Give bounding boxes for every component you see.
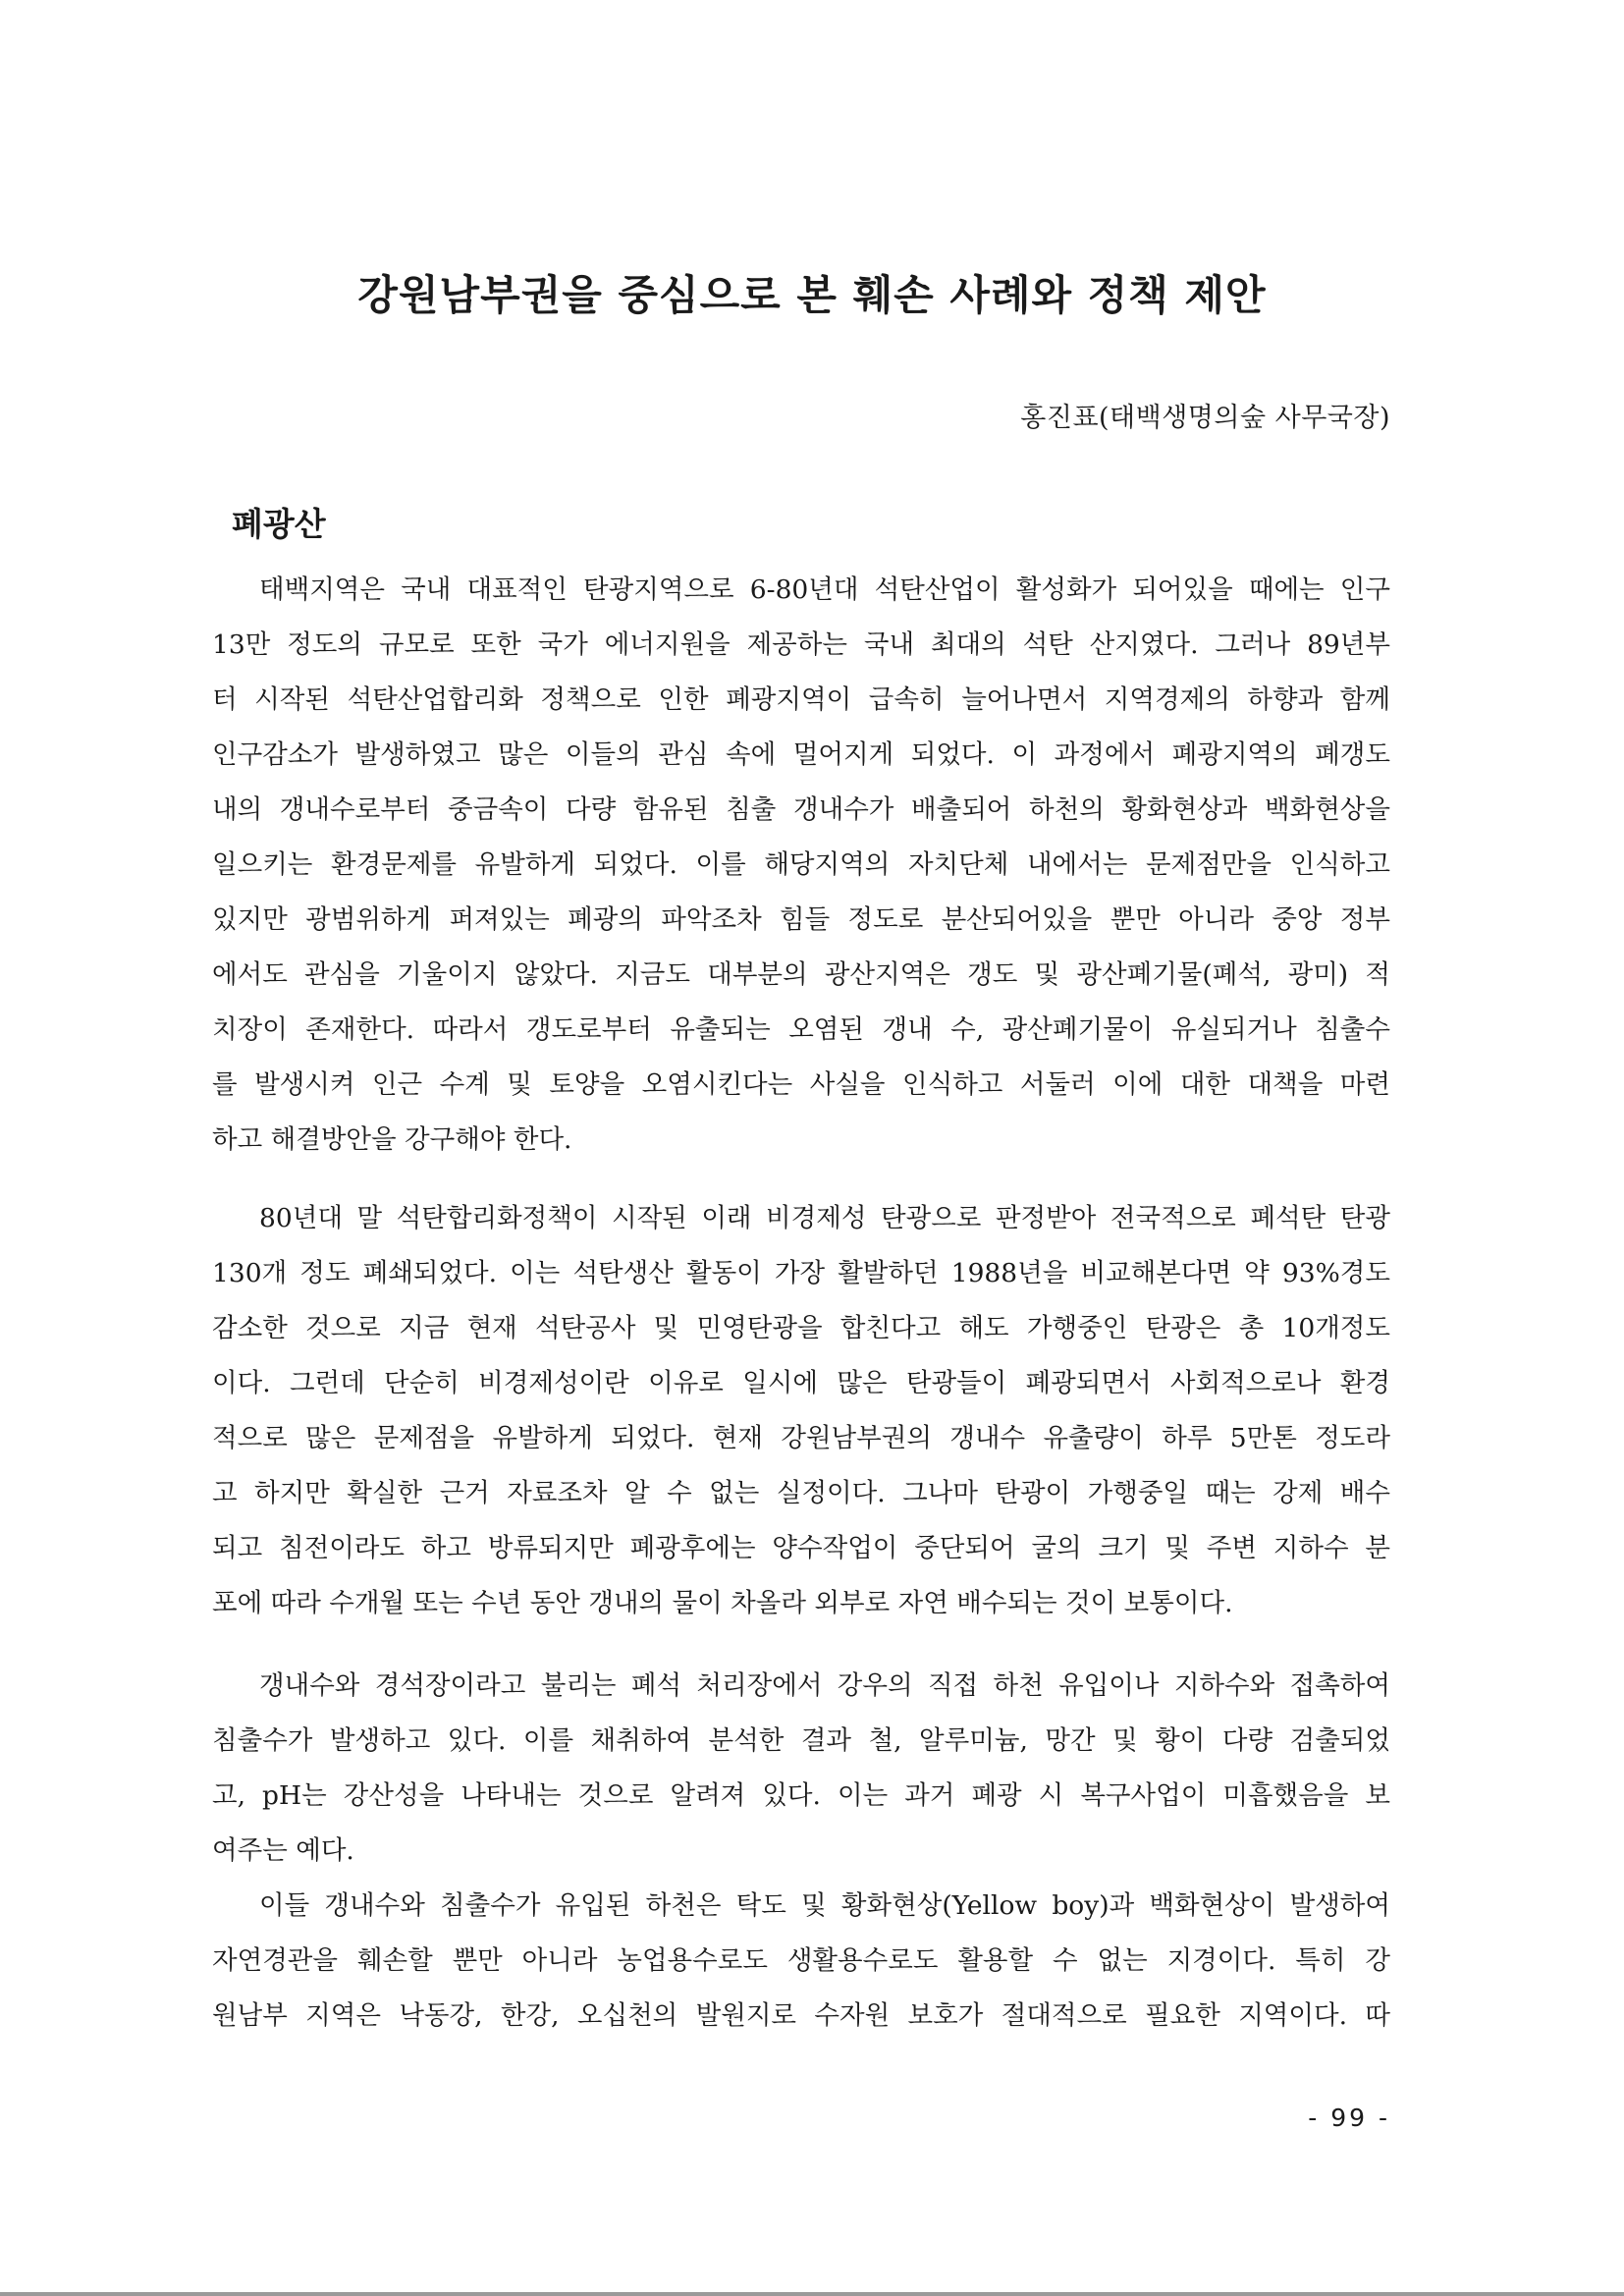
- document-title: 강원남부권을 중심으로 본 훼손 사례와 정책 제안: [357, 271, 1267, 319]
- paragraph-line: 를 발생시켜 인근 수계 및 토양을 오염시킨다는 사실을 인식하고 서둘러 이에 대한 대책을 마련: [212, 1069, 1390, 1100]
- page-number: - 99 -: [1308, 2104, 1390, 2132]
- paragraph-line: 80년대 말 석탄합리화정책이 시작된 이래 비경제성 탄광으로 판정받아 전국적으로 폐석탄 탄광: [259, 1203, 1390, 1233]
- paragraph-line: 에서도 관심을 기울이지 않았다. 지금도 대부분의 광산지역은 갱도 및 광산폐기물(폐석, 광미) 적: [212, 959, 1390, 990]
- paragraph-line: 갱내수와 경석장이라고 불리는 폐석 처리장에서 강우의 직접 하천 유입이나 지하수와 접촉하여: [259, 1670, 1390, 1701]
- paragraph-line: 고 하지만 확실한 근거 자료조차 알 수 없는 실정이다. 그나마 탄광이 가행중일 때는 강제 배수: [212, 1478, 1390, 1508]
- author-byline: 홍진표(태백생명의숲 사무국장): [1020, 403, 1390, 433]
- paragraph-line: 13만 정도의 규모로 또한 국가 에너지원을 제공하는 국내 최대의 석탄 산지였다. 그러나 89년부: [212, 629, 1390, 660]
- paragraph-line: 터 시작된 석탄산업합리화 정책으로 인한 폐광지역이 급속히 늘어나면서 지역경제의 하향과 함께: [212, 684, 1390, 715]
- page-bottom-divider: [0, 2292, 1624, 2296]
- paragraph-line: 내의 갱내수로부터 중금속이 다량 함유된 침출 갱내수가 배출되어 하천의 황화현상과 백화현상을: [212, 794, 1390, 825]
- body-paragraph-4: [212, 1879, 1390, 2044]
- paragraph-line: 침출수가 발생하고 있다. 이를 채취하여 분석한 결과 철, 알루미늄, 망간 및 황이 다량 검출되었: [212, 1725, 1390, 1756]
- paragraph-line: 치장이 존재한다. 따라서 갱도로부터 유출되는 오염된 갱내 수, 광산폐기물이 유실되거나 침출수: [212, 1014, 1390, 1045]
- section-heading: 폐광산: [232, 505, 326, 543]
- body-paragraph-2: [212, 1191, 1390, 1631]
- paragraph-line: 인구감소가 발생하였고 많은 이들의 관심 속에 멀어지게 되었다. 이 과정에서 폐광지역의 폐갱도: [212, 739, 1390, 770]
- paragraph-line: 이들 갱내수와 침출수가 유입된 하천은 탁도 및 황화현상(Yellow boy)과 백화현상이 발생하여: [259, 1890, 1390, 1921]
- paragraph-line: 되고 침전이라도 하고 방류되지만 폐광후에는 양수작업이 중단되어 굴의 크기 및 주변 지하수 분: [212, 1533, 1390, 1563]
- paragraph-line: 있지만 광범위하게 퍼져있는 폐광의 파악조차 힘들 정도로 분산되어있을 뿐만 아니라 중앙 정부: [212, 904, 1390, 935]
- paragraph-line: 하고 해결방안을 강구해야 한다.: [212, 1124, 572, 1155]
- paragraph-line: 130개 정도 폐쇄되었다. 이는 석탄생산 활동이 가장 활발하던 1988년을 비교해본다면 약 93%경도: [212, 1258, 1390, 1288]
- paragraph-line: 적으로 많은 문제점을 유발하게 되었다. 현재 강원남부권의 갱내수 유출량이 하루 5만톤 정도라: [212, 1423, 1390, 1453]
- paragraph-line: 포에 따라 수개월 또는 수년 동안 갱내의 물이 차올라 외부로 자연 배수되는 것이 보통이다.: [212, 1588, 1233, 1618]
- paragraph-line: 자연경관을 훼손할 뿐만 아니라 농업용수로도 생활용수로도 활용할 수 없는 지경이다. 특히 강: [212, 1945, 1390, 1976]
- body-paragraph-3: [212, 1659, 1390, 1879]
- body-paragraph-1: [212, 563, 1390, 1168]
- paragraph-line: 감소한 것으로 지금 현재 석탄공사 및 민영탄광을 합친다고 해도 가행중인 탄광은 총 10개정도: [212, 1313, 1390, 1343]
- paragraph-line: 원남부 지역은 낙동강, 한강, 오십천의 발원지로 수자원 보호가 절대적으로 필요한 지역이다. 따: [212, 2000, 1390, 2031]
- paragraph-line: 여주는 예다.: [212, 1835, 354, 1866]
- paragraph-line: 태백지역은 국내 대표적인 탄광지역으로 6-80년대 석탄산업이 활성화가 되어있을 때에는 인구: [259, 574, 1390, 605]
- paragraph-line: 고, pH는 강산성을 나타내는 것으로 알려져 있다. 이는 과거 폐광 시 복구사업이 미흡했음을 보: [212, 1780, 1390, 1811]
- paragraph-line: 이다. 그런데 단순히 비경제성이란 이유로 일시에 많은 탄광들이 폐광되면서 사회적으로나 환경: [212, 1368, 1390, 1398]
- paragraph-line: 일으키는 환경문제를 유발하게 되었다. 이를 해당지역의 자치단체 내에서는 문제점만을 인식하고: [212, 849, 1390, 880]
